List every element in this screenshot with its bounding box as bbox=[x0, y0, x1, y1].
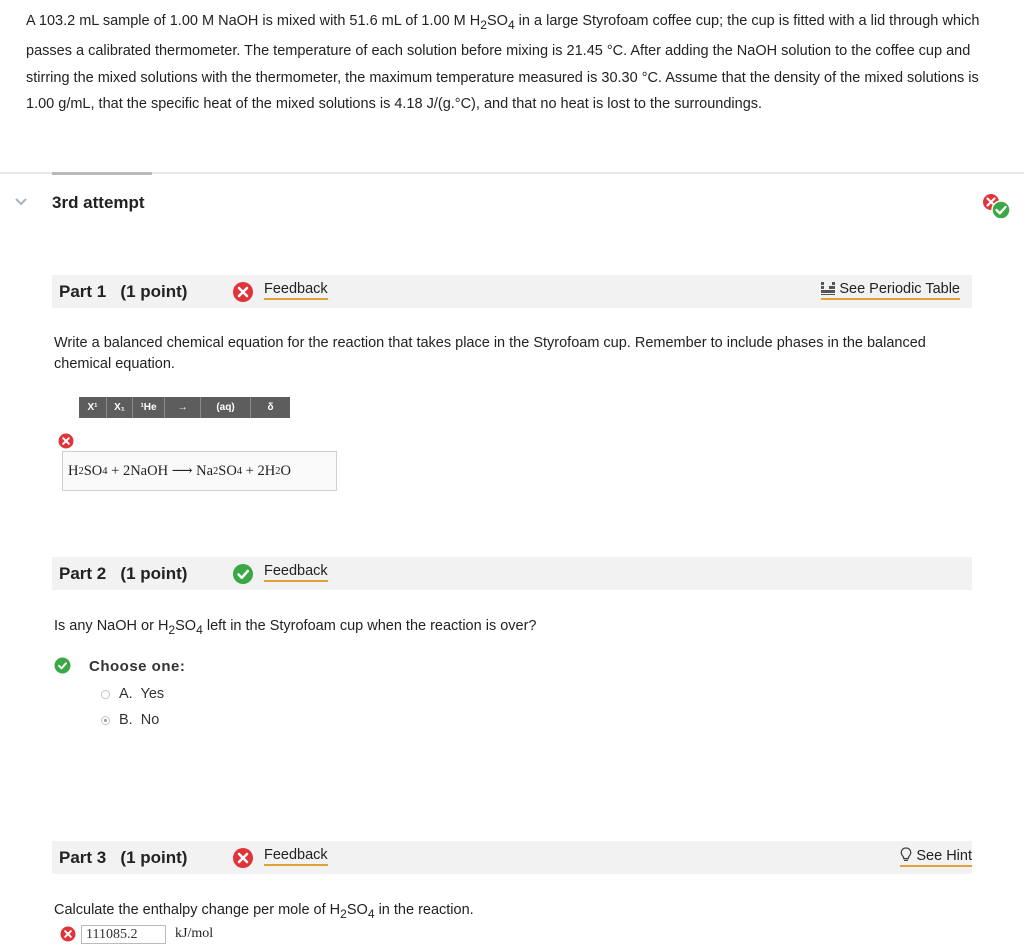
part-1-header bbox=[52, 275, 972, 308]
phase-button[interactable]: (aq) bbox=[201, 397, 251, 418]
equation-answer-field[interactable]: H 2 SO 4 + 2NaOH ⟶ Na 2 SO 4 + 2H 2 O bbox=[62, 451, 337, 491]
part-3-question: Calculate the enthalpy change per mole of $H_2SO_4$ in the reaction. bbox=[54, 902, 474, 921]
isotope-button[interactable]: ¹He bbox=[133, 397, 165, 418]
part-1-question: Write a balanced chemical equation for the reaction that takes place in the Styrofoam cup. Remember to include phases in the balanced chemical equation. bbox=[54, 335, 926, 372]
part-3-feedback-link[interactable]: Feedback bbox=[264, 847, 328, 866]
attempt-status-icon bbox=[980, 192, 1012, 220]
part-1-label: Part 1 (1 point) bbox=[59, 282, 188, 301]
delta-button[interactable]: δ bbox=[267, 402, 274, 413]
enthalpy-unit-label: kJ/mol bbox=[175, 926, 214, 941]
part-3-label: Part 3 (1 point) bbox=[59, 848, 188, 867]
part-1-feedback-link[interactable]: Feedback bbox=[264, 281, 328, 300]
attempt-title: 3rd attempt bbox=[52, 193, 145, 212]
reaction-arrow-icon: ⟶ bbox=[171, 462, 193, 479]
part-2-question: Is any NaOH or $H_2SO_4$ left in the Styrofoam cup when the reaction is over? bbox=[54, 618, 537, 637]
incorrect-icon bbox=[58, 433, 74, 449]
attempt-divider bbox=[0, 172, 1024, 174]
radio-unchecked[interactable] bbox=[101, 690, 110, 699]
problem-statement: A 103.2 mL sample of 1.00 M NaOH is mixed with 51.6 mL of 1.00 M $H_2SO_4$ in a large Styrofoam coffee cup; the cup is fitted with a lid through which passes a calibrated thermometer. The temperature of each solution before mixing is 21.45 °C. After adding the NaOH solution to the coffee cup and stirring the mixed solutions with the thermometer, the maximum temperature measured is 30.30 °C. Assume that the density of the mixed solutions is 1.00 g/mL, that the specific heat of the mixed solutions is 4.18 J/(g.°C), and that no heat is lost to the surroundings. bbox=[26, 13, 980, 113]
attempt-tab-indicator bbox=[52, 172, 152, 175]
enthalpy-answer-input[interactable]: 111085.2 bbox=[81, 925, 166, 944]
see-periodic-table-link[interactable] bbox=[821, 281, 960, 300]
part-2-header bbox=[52, 557, 972, 590]
choose-one-label: Choose one: bbox=[89, 658, 186, 675]
incorrect-icon bbox=[60, 926, 76, 942]
lightbulb-icon bbox=[900, 847, 912, 862]
incorrect-icon bbox=[232, 847, 254, 869]
option-a[interactable]: A. Yes bbox=[101, 686, 164, 702]
reaction-arrow-button[interactable]: → bbox=[165, 397, 201, 418]
incorrect-icon bbox=[232, 281, 254, 303]
part-3-header bbox=[52, 841, 972, 874]
correct-icon bbox=[232, 563, 254, 585]
see-periodic-table-label: See Periodic Table bbox=[839, 281, 960, 297]
part-2-feedback-link[interactable]: Feedback bbox=[264, 563, 328, 582]
equation-toolbar bbox=[79, 397, 290, 418]
chevron-down-icon[interactable] bbox=[14, 196, 28, 208]
option-b[interactable]: B. No bbox=[101, 712, 159, 728]
part-2-label: Part 2 (1 point) bbox=[59, 564, 188, 583]
see-hint-link[interactable] bbox=[900, 847, 972, 867]
radio-checked[interactable] bbox=[101, 716, 110, 725]
periodic-table-icon bbox=[821, 282, 835, 295]
see-hint-label: See Hint bbox=[916, 848, 972, 864]
subscript-button[interactable]: X₁ bbox=[107, 397, 133, 418]
correct-icon bbox=[54, 657, 71, 674]
superscript-button[interactable]: X¹ bbox=[79, 397, 107, 418]
